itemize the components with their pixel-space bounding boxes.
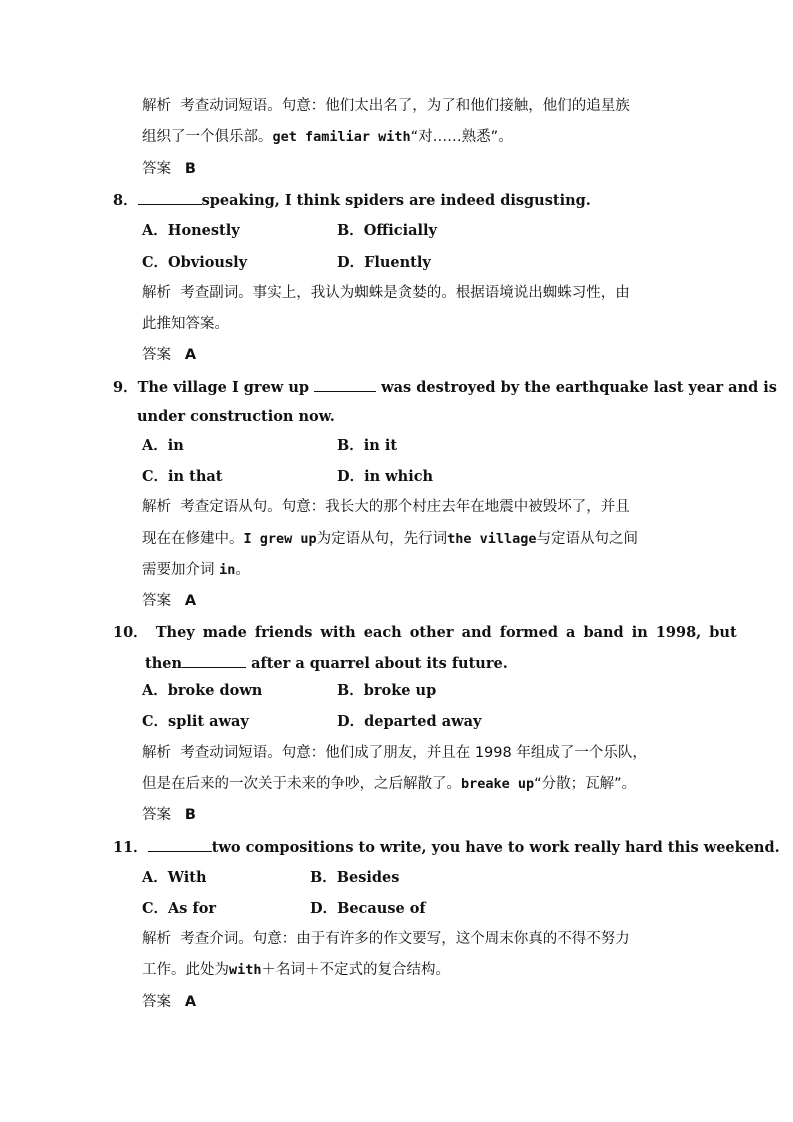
analysis-text: “对……熟悉”。 [410, 129, 513, 145]
question-text: The village I grew up [137, 379, 310, 396]
analysis-text: 考查介词。句意：由于有许多的作文要写，这个周末你真的不得不努力 [180, 931, 630, 947]
answer-value: A [184, 347, 197, 363]
q9-option-c: C．in that [142, 468, 223, 485]
q9-answer [142, 591, 196, 611]
answer-value: B [184, 161, 196, 177]
q8-analysis-line-2: 此推知答案。 [142, 316, 229, 332]
q7-analysis-line-2 [142, 127, 513, 147]
analysis-label: 解析 [142, 285, 171, 301]
q11-answer [142, 992, 196, 1012]
analysis-text: 考查动词短语。句意：他们成了朋友，并且在 1998 年组成了一个乐队， [180, 745, 647, 761]
q10-option-a: A．broke down [142, 682, 263, 699]
question-number: 11． [113, 839, 148, 856]
english-term: the village [447, 531, 537, 547]
q11-option-b: B．Besides [310, 869, 400, 886]
q9-analysis-line-1 [142, 497, 630, 517]
english-term: I grew up [243, 531, 317, 547]
question-text: speaking, I think spiders are indeed disgusting. [201, 192, 591, 209]
q8-option-d: D．Fluently [337, 254, 431, 271]
q11-analysis-line-2 [142, 960, 450, 980]
analysis-text: ＋名词＋不定式的复合结构。 [261, 962, 451, 978]
question-number: 10． [113, 624, 148, 641]
analysis-text: 需要加介词 [142, 562, 215, 578]
analysis-text: 现在在修建中。 [142, 531, 244, 547]
q9-analysis-line-3 [142, 560, 250, 580]
answer-label: 答案 [142, 347, 171, 363]
analysis-text: 考查副词。事实上，我认为蜘蛛是贪婪的。根据语境说出蜘蛛习性，由 [180, 285, 630, 301]
q8-stem [113, 190, 591, 211]
analysis-text: 。 [235, 562, 250, 578]
answer-label: 答案 [142, 807, 171, 823]
answer-value: A [184, 593, 197, 609]
q8-analysis-line-1 [142, 283, 630, 303]
q9-option-a: A．in [142, 437, 184, 454]
q10-option-b: B．broke up [337, 682, 437, 699]
english-term: in [219, 562, 236, 578]
analysis-text: 为定语从句，先行词 [316, 531, 448, 547]
answer-blank [314, 377, 376, 392]
q10-option-d: D．departed away [337, 713, 482, 730]
q7-analysis-line-1 [142, 96, 630, 116]
answer-value: B [184, 807, 196, 823]
analysis-text: 但是在后来的一次关于未来的争吵，之后解散了。 [142, 776, 461, 792]
q7-answer [142, 159, 196, 179]
q9-option-b: B．in it [337, 437, 398, 454]
question-number: 9． [113, 379, 138, 396]
q8-option-c: C．Obviously [142, 254, 248, 271]
q9-stem-line-2: under construction now. [137, 408, 335, 425]
q9-option-d: D．in which [337, 468, 434, 485]
question-text: two compositions to write, you have to work really hard this weekend. [211, 839, 780, 856]
q10-stem-line-1 [113, 623, 737, 643]
q10-analysis-line-2 [142, 774, 636, 794]
q10-option-c: C．split away [142, 713, 249, 730]
answer-label: 答案 [142, 593, 171, 609]
analysis-text: 考查定语从句。句意：我长大的那个村庄去年在地震中被毁坏了，并且 [180, 499, 630, 515]
answer-blank [138, 190, 202, 205]
analysis-label: 解析 [142, 499, 171, 515]
analysis-label: 解析 [142, 931, 171, 947]
question-text: then [145, 655, 183, 672]
question-text: after a quarrel about its future. [251, 655, 508, 672]
analysis-text: 考查动词短语。句意：他们太出名了，为了和他们接触，他们的追星族 [180, 98, 630, 114]
q10-stem-line-2 [145, 653, 508, 674]
q8-option-b: B．Officially [337, 222, 437, 239]
analysis-text: “分散；瓦解”。 [534, 776, 637, 792]
q11-option-d: D．Because of [310, 900, 426, 917]
english-term: with [229, 962, 262, 978]
q9-analysis-line-2 [142, 529, 638, 549]
q10-answer [142, 805, 196, 825]
question-number: 8． [113, 192, 138, 209]
analysis-label: 解析 [142, 98, 171, 114]
q8-option-a: A．Honestly [142, 222, 240, 239]
q11-option-c: C．As for [142, 900, 217, 917]
answer-value: A [184, 994, 197, 1010]
q8-answer [142, 345, 196, 365]
english-term: get familiar with [272, 129, 411, 145]
answer-blank [148, 837, 212, 852]
question-text: was destroyed by the earthquake last year and is [381, 379, 777, 396]
analysis-text: 与定语从句之间 [536, 531, 639, 547]
english-term: breake up [461, 776, 535, 792]
analysis-text: 工作。此处为 [142, 962, 229, 978]
analysis-text: 组织了一个俱乐部。 [142, 129, 273, 145]
q11-stem [113, 837, 780, 858]
analysis-label: 解析 [142, 745, 171, 761]
q11-option-a: A．With [142, 869, 207, 886]
question-text: They made friends with each other and formed a band in 1998, but [155, 624, 737, 641]
answer-label: 答案 [142, 161, 171, 177]
q9-stem-line-1 [113, 377, 777, 398]
q11-analysis-line-1 [142, 929, 630, 949]
answer-label: 答案 [142, 994, 171, 1010]
answer-blank [182, 653, 246, 668]
q10-analysis-line-1 [142, 743, 647, 763]
